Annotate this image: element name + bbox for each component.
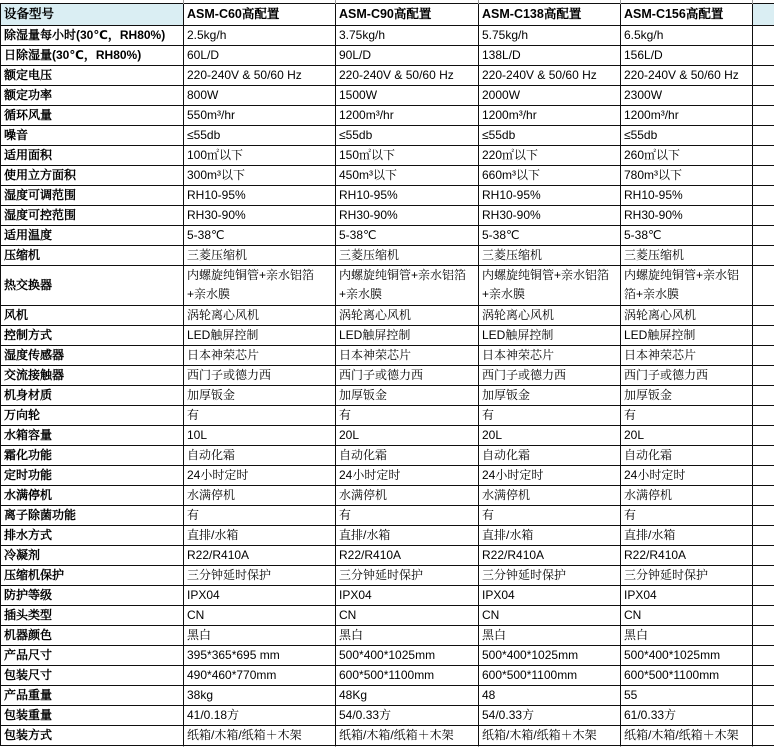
row-label: 压缩机 [1,245,184,265]
row-value: 6.5kg/h [621,25,753,45]
row-value: 2000W [479,85,621,105]
row-value: 加厚钣金 [479,385,621,405]
row-value: CN [479,605,621,625]
row-value: 260㎡以下 [621,145,753,165]
row-value: 48 [479,685,621,705]
row-label: 除湿量每小时(30℃，RH80%) [1,25,184,45]
row-value: 日本神荣芯片 [479,345,621,365]
row-value: 20L [479,425,621,445]
row-value: 日本神荣芯片 [336,345,479,365]
row-value: IPX04 [621,585,753,605]
table-row [1,725,774,745]
row-value: 涡轮离心风机 [479,305,621,325]
row-edge-cell [753,105,774,125]
row-value: 2300W [621,85,753,105]
row-label: 湿度可调范围 [1,185,184,205]
row-value: 自动化霜 [621,445,753,465]
row-value: 自动化霜 [336,445,479,465]
row-value: 500*400*1025mm [336,645,479,665]
table-row [1,445,774,465]
row-edge-cell [753,205,774,225]
row-edge-cell [753,645,774,665]
row-label: 适用温度 [1,225,184,245]
row-edge-cell [753,505,774,525]
row-value: 有 [184,405,336,425]
row-label: 水满停机 [1,485,184,505]
row-edge-cell [753,605,774,625]
row-value: 直排/水箱 [621,525,753,545]
row-edge-cell [753,585,774,605]
table-row [1,365,774,385]
row-value: 涡轮离心风机 [184,305,336,325]
row-edge-cell [753,65,774,85]
row-label: 压缩机保护 [1,565,184,585]
row-edge-cell [753,445,774,465]
row-edge-cell [753,705,774,725]
table-row [1,385,774,405]
row-label: 适用面积 [1,145,184,165]
row-value: 水满停机 [621,485,753,505]
row-label: 循环风量 [1,105,184,125]
row-edge-cell [753,565,774,585]
row-value: 24小时定时 [184,465,336,485]
row-label: 机器颜色 [1,625,184,645]
row-value: 48Kg [336,685,479,705]
table-row [1,565,774,585]
row-value: 纸箱/木箱/纸箱＋木架 [184,725,336,745]
row-value: 100㎡以下 [184,145,336,165]
row-value: 水满停机 [336,485,479,505]
row-value: 日本神荣芯片 [621,345,753,365]
row-value: 黑白 [336,625,479,645]
table-row [1,345,774,365]
row-value: 内螺旋纯铜管+亲水铝箔+亲水膜 [184,265,336,305]
row-label: 湿度可控范围 [1,205,184,225]
row-value: 纸箱/木箱/纸箱＋木架 [621,725,753,745]
row-value: 直排/水箱 [184,525,336,545]
row-value: 600*500*1100mm [336,665,479,685]
row-value: 纸箱/木箱/纸箱＋木架 [336,725,479,745]
row-edge-cell [753,185,774,205]
row-value: 450m³以下 [336,165,479,185]
table-row [1,25,774,45]
row-edge-cell [753,485,774,505]
row-label: 冷凝剂 [1,545,184,565]
row-value: 600*500*1100mm [479,665,621,685]
row-value: 有 [479,405,621,425]
row-label: 机身材质 [1,385,184,405]
row-value: 三菱压缩机 [336,245,479,265]
row-value: 2.5kg/h [184,25,336,45]
row-label: 控制方式 [1,325,184,345]
row-edge-cell [753,685,774,705]
row-value: 5-38℃ [184,225,336,245]
row-value: CN [336,605,479,625]
row-value: 有 [336,505,479,525]
table-row [1,425,774,445]
row-value: 三分钟延时保护 [184,565,336,585]
row-value: 55 [621,685,753,705]
header-model-asm-c60: ASM-C60高配置 [184,3,336,25]
row-value: ≤55db [621,125,753,145]
row-edge-cell [753,225,774,245]
row-value: 220-240V & 50/60 Hz [621,65,753,85]
row-value: 三分钟延时保护 [621,565,753,585]
table-row [1,85,774,105]
row-label: 包装重量 [1,705,184,725]
table-row [1,405,774,425]
row-value: 600*500*1100mm [621,665,753,685]
row-label: 排水方式 [1,525,184,545]
row-edge-cell [753,625,774,645]
row-value: 黑白 [479,625,621,645]
table-row [1,645,774,665]
row-value: 41/0.18方 [184,705,336,725]
row-label: 额定功率 [1,85,184,105]
row-value: 西门子或德力西 [479,365,621,385]
row-label: 额定电压 [1,65,184,85]
table-row [1,485,774,505]
table-row [1,145,774,165]
row-value: 三分钟延时保护 [479,565,621,585]
row-value: 自动化霜 [184,445,336,465]
table-row [1,225,774,245]
row-value: RH10-95% [621,185,753,205]
row-value: LED触屏控制 [336,325,479,345]
row-edge-cell [753,165,774,185]
row-value: 有 [479,505,621,525]
table-row [1,325,774,345]
row-value: RH10-95% [479,185,621,205]
row-value: LED触屏控制 [479,325,621,345]
row-value: 220㎡以下 [479,145,621,165]
row-value: 内螺旋纯铜管+亲水铝箔+亲水膜 [479,265,621,305]
table-row [1,165,774,185]
row-value: 有 [184,505,336,525]
row-value: 54/0.33方 [479,705,621,725]
row-value: 直排/水箱 [336,525,479,545]
row-label: 防护等级 [1,585,184,605]
row-label: 万向轮 [1,405,184,425]
table-header-row [1,3,774,25]
row-edge-cell [753,425,774,445]
table-row [1,465,774,485]
header-model-asm-c138: ASM-C138高配置 [479,3,621,25]
row-value: CN [621,605,753,625]
row-label: 插头类型 [1,605,184,625]
row-value: IPX04 [479,585,621,605]
row-label: 水箱容量 [1,425,184,445]
row-edge-cell [753,365,774,385]
row-edge-cell [753,85,774,105]
row-value: 500*400*1025mm [621,645,753,665]
row-label: 日除湿量(30℃，RH80%) [1,45,184,65]
header-edge-cell [753,3,774,25]
row-value: 1200m³/hr [621,105,753,125]
row-value: 三分钟延时保护 [336,565,479,585]
table-row [1,245,774,265]
header-model-asm-c90: ASM-C90高配置 [336,3,479,25]
row-value: 90L/D [336,45,479,65]
table-row [1,685,774,705]
row-value: 内螺旋纯铜管+亲水铝箔+亲水膜 [621,265,753,305]
row-label: 交流接触器 [1,365,184,385]
row-label: 热交换器 [1,265,184,305]
row-label: 包装方式 [1,725,184,745]
row-label: 离子除菌功能 [1,505,184,525]
row-edge-cell [753,405,774,425]
row-value: 220-240V & 50/60 Hz [336,65,479,85]
row-value: 加厚钣金 [336,385,479,405]
row-value: 395*365*695 mm [184,645,336,665]
table-row [1,585,774,605]
row-value: 780m³以下 [621,165,753,185]
row-value: 10L [184,425,336,445]
row-value: 加厚钣金 [184,385,336,405]
row-value: RH10-95% [336,185,479,205]
header-device-model-label: 设备型号 [1,3,184,25]
row-value: 61/0.33方 [621,705,753,725]
row-label: 湿度传感器 [1,345,184,365]
row-value: 220-240V & 50/60 Hz [479,65,621,85]
row-value: LED触屏控制 [184,325,336,345]
row-value: RH30-90% [621,205,753,225]
row-value: 5-38℃ [479,225,621,245]
table-row [1,125,774,145]
table-row [1,625,774,645]
row-value: 黑白 [184,625,336,645]
row-value: R22/R410A [479,545,621,565]
row-value: 水满停机 [479,485,621,505]
row-value: 内螺旋纯铜管+亲水铝箔+亲水膜 [336,265,479,305]
row-label: 产品尺寸 [1,645,184,665]
row-value: 水满停机 [184,485,336,505]
row-value: R22/R410A [336,545,479,565]
table-row [1,545,774,565]
row-edge-cell [753,545,774,565]
table-row [1,705,774,725]
row-value: 西门子或德力西 [336,365,479,385]
row-value: 220-240V & 50/60 Hz [184,65,336,85]
row-edge-cell [753,725,774,745]
row-value: 156L/D [621,45,753,65]
row-edge-cell [753,465,774,485]
row-value: 5.75kg/h [479,25,621,45]
spec-table-body [1,0,774,747]
row-value: 20L [621,425,753,445]
row-value: RH30-90% [479,205,621,225]
row-value: 300m³以下 [184,165,336,185]
row-value: 60L/D [184,45,336,65]
table-row [1,65,774,85]
row-value: 24小时定时 [479,465,621,485]
row-value: 涡轮离心风机 [336,305,479,325]
table-row [1,665,774,685]
row-value: 西门子或德力西 [621,365,753,385]
row-edge-cell [753,305,774,325]
table-row [1,205,774,225]
row-value: R22/R410A [621,545,753,565]
table-row [1,265,774,305]
row-value: RH30-90% [184,205,336,225]
row-value: ≤55db [336,125,479,145]
row-label: 噪音 [1,125,184,145]
row-value: 3.75kg/h [336,25,479,45]
row-value: 24小时定时 [621,465,753,485]
row-value: RH30-90% [336,205,479,225]
row-edge-cell [753,665,774,685]
row-value: 20L [336,425,479,445]
row-value: 三菱压缩机 [184,245,336,265]
row-edge-cell [753,25,774,45]
row-value: 54/0.33方 [336,705,479,725]
table-row [1,505,774,525]
row-value: 1200m³/hr [336,105,479,125]
row-value: 1200m³/hr [479,105,621,125]
header-model-asm-c156: ASM-C156高配置 [621,3,753,25]
row-value: 24小时定时 [336,465,479,485]
row-value: ≤55db [184,125,336,145]
row-edge-cell [753,385,774,405]
row-label: 霜化功能 [1,445,184,465]
row-value: 38kg [184,685,336,705]
row-value: 黑白 [621,625,753,645]
row-label: 定时功能 [1,465,184,485]
row-value: 490*460*770mm [184,665,336,685]
row-label: 风机 [1,305,184,325]
row-value: 日本神荣芯片 [184,345,336,365]
row-label: 使用立方面积 [1,165,184,185]
row-value: CN [184,605,336,625]
row-value: 三菱压缩机 [621,245,753,265]
row-value: 800W [184,85,336,105]
table-row [1,605,774,625]
row-value: RH10-95% [184,185,336,205]
row-value: 直排/水箱 [479,525,621,545]
row-value: 涡轮离心风机 [621,305,753,325]
row-value: 660m³以下 [479,165,621,185]
row-value: 150㎡以下 [336,145,479,165]
row-value: 加厚钣金 [621,385,753,405]
row-edge-cell [753,125,774,145]
table-row [1,45,774,65]
row-edge-cell [753,245,774,265]
row-value: 有 [621,405,753,425]
row-value: IPX04 [184,585,336,605]
row-edge-cell [753,145,774,165]
row-value: 1500W [336,85,479,105]
row-value: R22/R410A [184,545,336,565]
row-label: 包装尺寸 [1,665,184,685]
row-value: 5-38℃ [336,225,479,245]
row-value: 三菱压缩机 [479,245,621,265]
row-value: ≤55db [479,125,621,145]
row-value: 西门子或德力西 [184,365,336,385]
row-value: 纸箱/木箱/纸箱＋木架 [479,725,621,745]
row-edge-cell [753,265,774,305]
table-row [1,525,774,545]
row-value: LED触屏控制 [621,325,753,345]
row-edge-cell [753,345,774,365]
row-edge-cell [753,525,774,545]
table-row [1,185,774,205]
row-edge-cell [753,45,774,65]
row-value: 138L/D [479,45,621,65]
row-value: 550m³/hr [184,105,336,125]
row-value: IPX04 [336,585,479,605]
row-value: 有 [621,505,753,525]
row-value: 5-38℃ [621,225,753,245]
table-row [1,305,774,325]
table-row [1,105,774,125]
row-value: 500*400*1025mm [479,645,621,665]
row-value: 自动化霜 [479,445,621,465]
row-edge-cell [753,325,774,345]
row-value: 有 [336,405,479,425]
row-label: 产品重量 [1,685,184,705]
